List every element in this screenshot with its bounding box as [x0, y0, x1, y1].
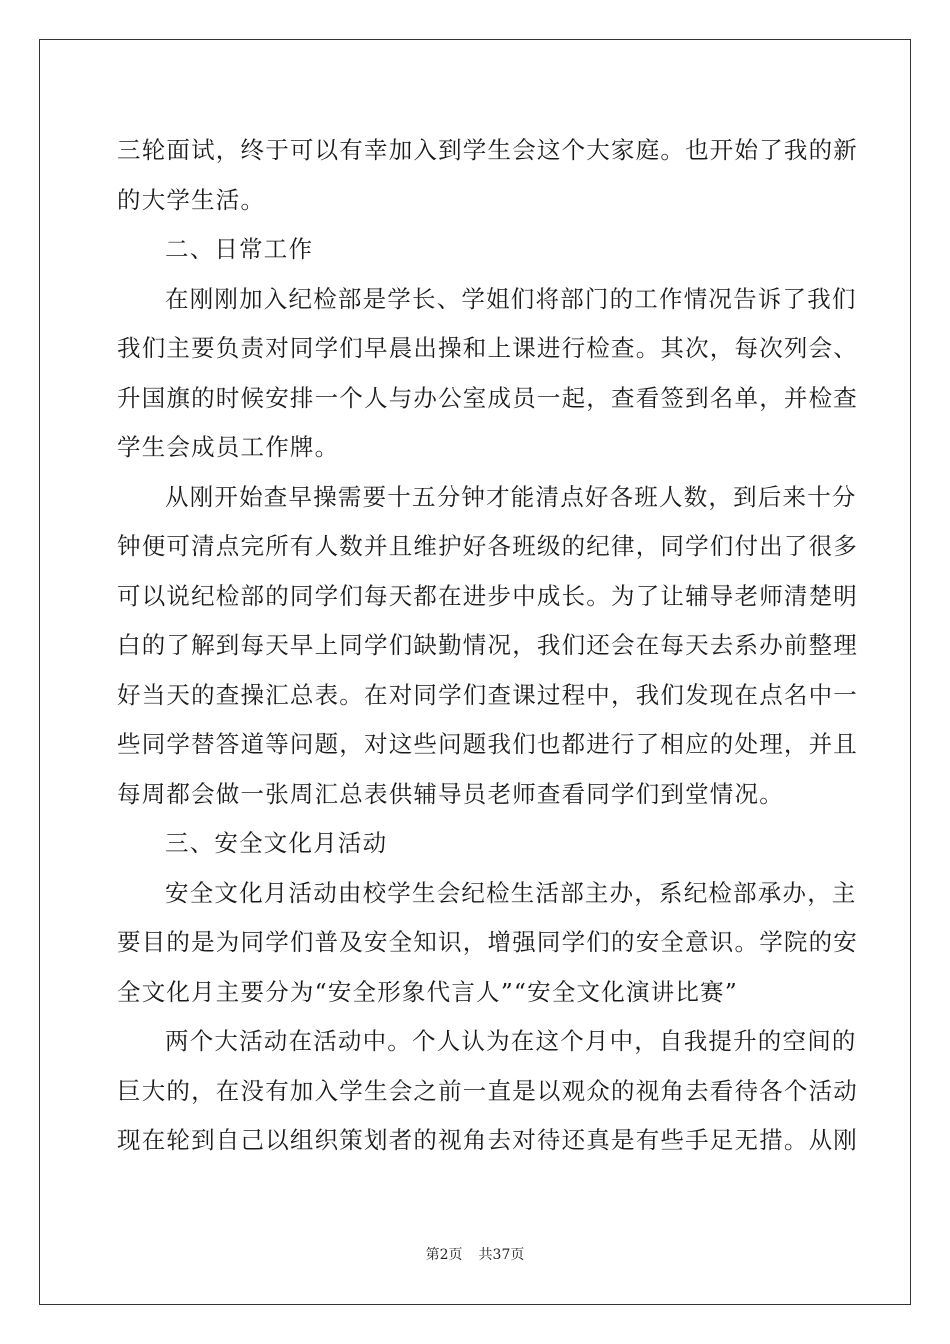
text-line: 两个大活动在活动中。个人认为在这个月中，自我提升的空间的: [165, 1027, 857, 1055]
text-line: 要目的是为同学们普及安全知识，增强同学们的安全意识。学院的安: [117, 928, 858, 956]
page-footer: [0, 1244, 950, 1264]
page-total: 共37页: [478, 1247, 525, 1263]
text-line: 从刚开始查早操需要十五分钟才能清点好各班人数，到后来十分: [165, 482, 857, 511]
text-line: 升国旗的时候安排一个人与办公室成员一起，查看签到名单，并检查: [117, 383, 858, 412]
text-line: 些同学替答道等问题，对这些问题我们也都进行了相应的处理，并且: [117, 730, 858, 758]
text-line: 安全文化月活动由校学生会纪检生活部主办，系纪检部承办，主: [165, 878, 857, 907]
text-line: 学生会成员工作牌。: [117, 433, 340, 461]
text-line: 全文化月主要分为“安全形象代言人”“安全文化演讲比赛”: [117, 977, 738, 1006]
text-line: 钟便可清点完所有人数并且维护好各班级的纪律，同学们付出了很多: [117, 532, 858, 560]
text-line: 三、安全文化月活动: [165, 829, 388, 857]
document-body: [117, 126, 858, 1166]
text-line: 的大学生活。: [117, 185, 266, 214]
text-line: 现在轮到自己以组织策划者的视角去对待还真是有些手足无措。从刚: [117, 1126, 858, 1154]
text-line: 好当天的查操汇总表。在对同学们查课过程中，我们发现在点名中一: [117, 680, 858, 709]
text-line: 三轮面试，终于可以有幸加入到学生会这个大家庭。也开始了我的新: [117, 136, 858, 164]
text-line: 白的了解到每天早上同学们缺勤情况，我们还会在每天去系办前整理: [117, 631, 858, 659]
text-line: 每周都会做一张周汇总表供辅导员老师查看同学们到堂情况。: [117, 779, 784, 808]
page-number: 第2页: [425, 1247, 463, 1263]
text-line: 在刚刚加入纪检部是学长、学姐们将部门的工作情况告诉了我们: [165, 284, 857, 313]
text-line: 我们主要负责对同学们早晨出操和上课进行检查。其次，每次列会、: [117, 334, 858, 362]
text-line: 二、日常工作: [165, 235, 314, 263]
text-line: 巨大的，在没有加入学生会之前一直是以观众的视角去看待各个活动: [117, 1076, 858, 1105]
text-line: 可以说纪检部的同学们每天都在进步中成长。为了让辅导老师清楚明: [117, 581, 858, 610]
